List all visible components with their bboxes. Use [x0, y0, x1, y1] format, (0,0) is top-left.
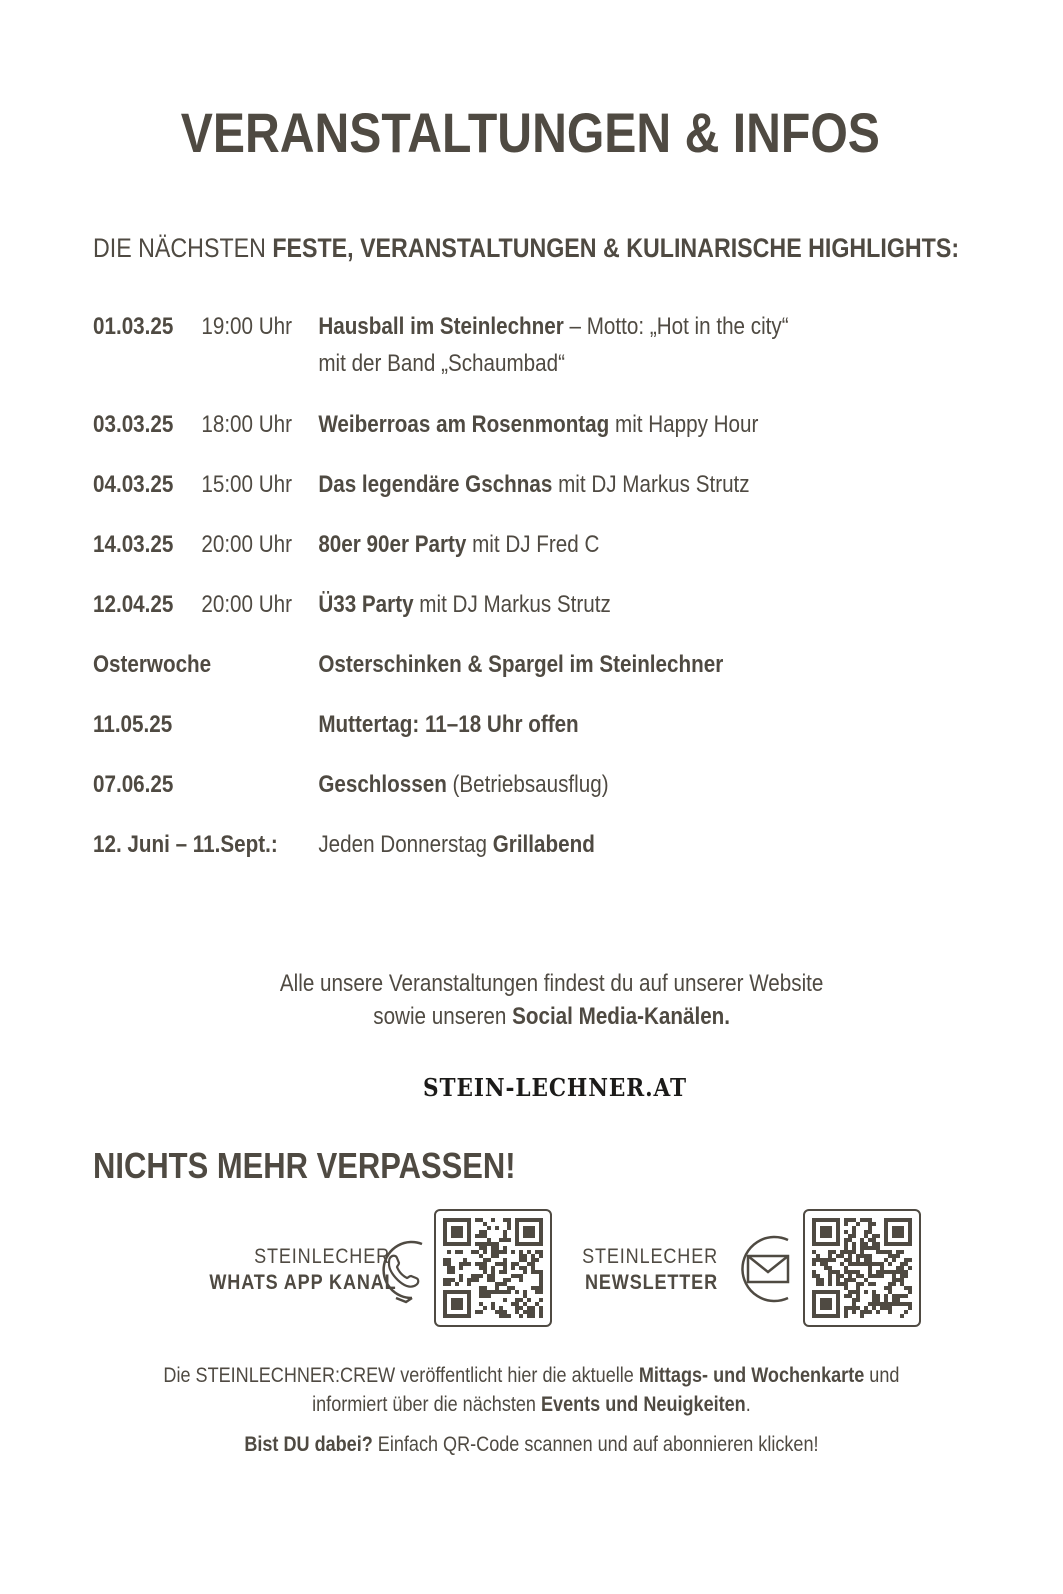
- event-time: 19:00 Uhr: [201, 313, 293, 340]
- newsletter-label-line2: NEWSLETTER: [584, 1271, 718, 1294]
- event-title: Weiberroas am Rosenmontag: [318, 411, 610, 438]
- page-title: VERANSTALTUNGEN & INFOS: [180, 101, 880, 164]
- event-time: 20:00 Uhr: [201, 591, 293, 618]
- newsletter-qr-code[interactable]: [803, 1209, 921, 1327]
- event-title: Hausball im Steinlechner: [318, 313, 564, 340]
- whatsapp-label-line2: WHATS APP KANAL: [209, 1271, 397, 1294]
- event-title: Muttertag: 11–18 Uhr offen: [318, 711, 579, 738]
- event-date: 11.05.25: [93, 711, 173, 738]
- whatsapp-icon: [372, 1232, 428, 1298]
- event-date: 12. Juni – 11.Sept.:: [93, 831, 278, 858]
- event-date: 04.03.25: [93, 471, 174, 498]
- event-description: [318, 831, 594, 859]
- event-title: Osterschinken & Spargel im Steinlechner: [318, 651, 724, 678]
- event-description: [318, 411, 758, 439]
- event-description: [318, 313, 788, 341]
- event-detail: – Motto: „Hot in the city“: [563, 313, 789, 340]
- footer-line-1: [74, 1361, 988, 1390]
- event-description: [318, 651, 723, 679]
- footer-line-3: [74, 1430, 988, 1459]
- subtitle-prefix: DIE NÄCHSTEN: [93, 233, 273, 263]
- event-title: Geschlossen: [318, 771, 447, 798]
- info-line-1: Alle unsere Veranstaltungen findest du auf unserer Website: [279, 970, 824, 997]
- info-text: [74, 967, 1029, 1033]
- event-time: 20:00 Uhr: [201, 531, 293, 558]
- info-line-2-prefix: sowie unseren: [373, 1003, 513, 1030]
- event-time: 18:00 Uhr: [201, 411, 293, 438]
- event-title: Ü33 Party: [318, 591, 414, 618]
- event-date: 12.04.25: [93, 591, 174, 618]
- info-line-2-bold: Social Media-Kanälen.: [512, 1003, 731, 1030]
- event-description: [318, 531, 599, 559]
- event-detail: mit DJ Markus Strutz: [552, 471, 750, 498]
- event-detail: (Betriebsausflug): [446, 771, 609, 798]
- event-detail: mit DJ Fred C: [466, 531, 600, 558]
- event-description: [318, 471, 749, 499]
- newsletter-label: [548, 1244, 718, 1296]
- footer-line-1-a: Die STEINLECHNER:CREW veröffentlicht hier die aktuelle: [163, 1364, 639, 1387]
- event-detail: mit Happy Hour: [609, 411, 759, 438]
- subtitle-bold: FESTE, VERANSTALTUNGEN & KULINARISCHE HIGHLIGHTS:: [272, 233, 960, 263]
- event-description: [318, 591, 610, 619]
- footer-line-2-bold: Events und Neuigkeiten: [540, 1393, 746, 1416]
- mail-icon: [734, 1234, 790, 1300]
- footer-line-1-c: und: [864, 1364, 900, 1387]
- event-description: [318, 771, 608, 799]
- event-description: [318, 711, 578, 739]
- footer-line-1-bold: Mittags- und Wochenkarte: [638, 1364, 865, 1387]
- footer-line-2-a: informiert über die nächsten: [312, 1393, 541, 1416]
- newsletter-label-line1: STEINLECHER: [582, 1245, 718, 1268]
- event-detail-line-2: mit der Band „Schaumbad“: [318, 350, 565, 377]
- footer-text: [0, 1361, 1063, 1459]
- section-subtitle: [93, 233, 959, 264]
- event-date: 07.06.25: [93, 771, 174, 798]
- event-detail: mit DJ Markus Strutz: [413, 591, 611, 618]
- footer-line-3-bold: Bist DU dabei?: [244, 1433, 373, 1456]
- website-link[interactable]: STEIN-LECHNER.AT: [423, 1073, 687, 1102]
- event-time: 15:00 Uhr: [201, 471, 293, 498]
- event-date: Osterwoche: [93, 651, 212, 678]
- footer-line-3-a: Einfach QR-Code scannen und auf abonnieren klicken!: [372, 1433, 819, 1456]
- event-date: 01.03.25: [93, 313, 174, 340]
- footer-line-2-c: .: [745, 1393, 751, 1416]
- event-date: 14.03.25: [93, 531, 174, 558]
- whatsapp-qr-code[interactable]: [434, 1209, 552, 1327]
- subscribe-heading: NICHTS MEHR VERPASSEN!: [93, 1145, 516, 1186]
- info-line-2: [74, 1000, 1029, 1033]
- event-prefix: Jeden Donnerstag: [318, 831, 493, 858]
- footer-line-2: [74, 1390, 988, 1419]
- event-title: 80er 90er Party: [318, 531, 467, 558]
- whatsapp-label: [209, 1244, 397, 1296]
- event-date: 03.03.25: [93, 411, 174, 438]
- event-title: Das legendäre Gschnas: [318, 471, 553, 498]
- whatsapp-label-line1: STEINLECHER: [254, 1245, 390, 1268]
- event-title: Grillabend: [492, 831, 595, 858]
